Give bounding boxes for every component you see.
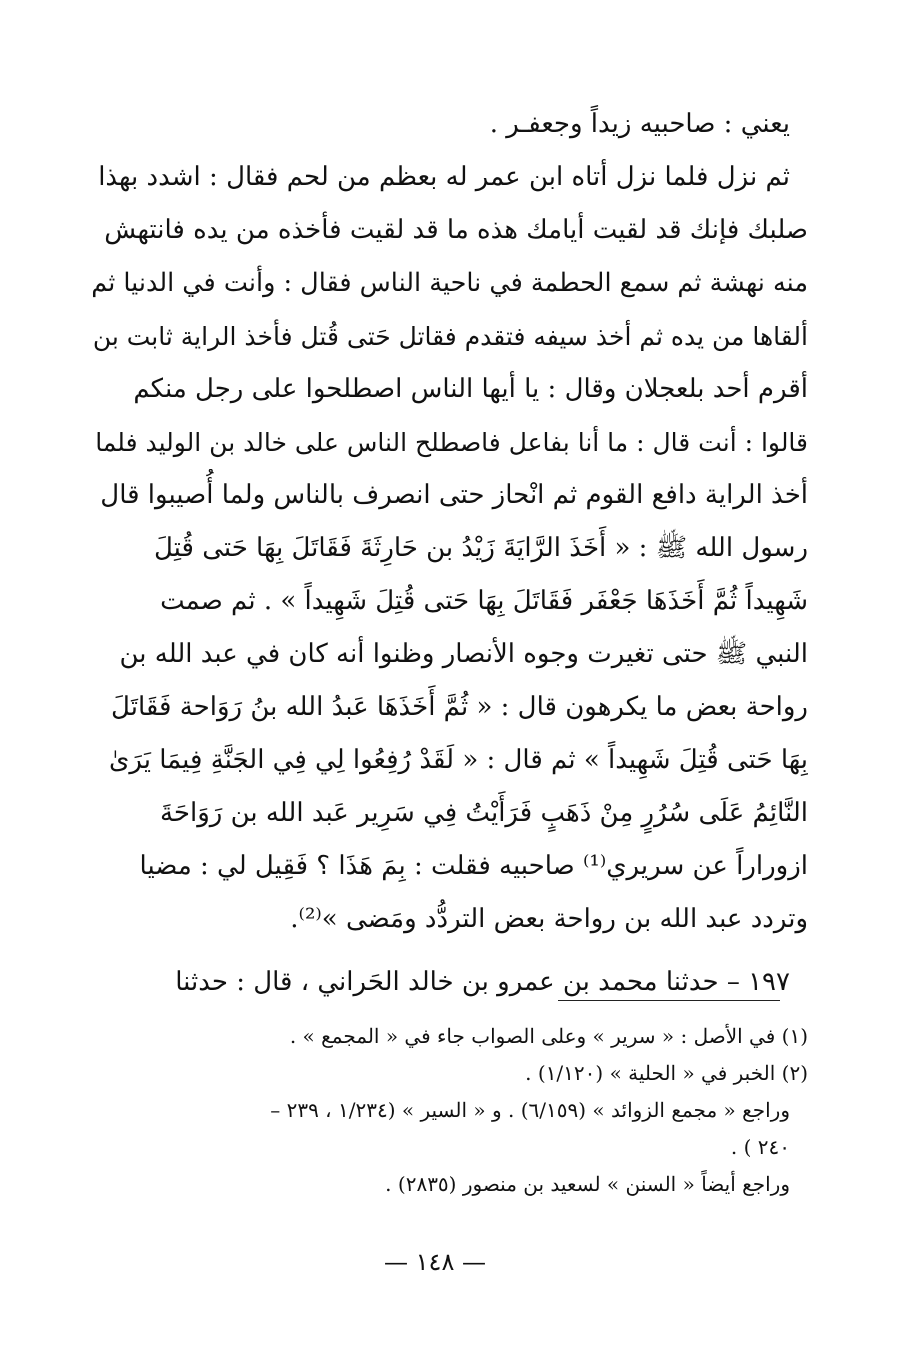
text-line: يعني : صاحبيه زيداً وجعفـر . [489,109,790,139]
text-line: صلبك فإنك قد لقيت أيامك هذه ما قد لقيت فأخذه من يده فانتهش [104,215,808,245]
footnote-divider [558,1000,780,1001]
text-line: ازوراراً عن سريري⁽¹⁾ صاحبيه فقلت : بِمَ هَذَا ؟ فَقِيل لي : مضيا [139,851,808,881]
text-line: أخذ الراية دافع القوم ثم انْحاز حتى انصرف بالناس ولما أُصيبوا قال [100,480,808,510]
footnotes [90,1018,808,1203]
footnote-2-ref-a: وراجع « مجمع الزوائد » (٦/١٥٩) . و « السير » (١/٢٣٤ ، ٢٣٩ – [270,1098,790,1122]
body-text [90,98,808,1009]
text-line: منه نهشة ثم سمع الحطمة في ناحية الناس فقال : وأنت في الدنيا ثم [91,268,808,298]
text-line: قالوا : أنت قال : ما أنا بفاعل فاصطلح الناس على خالد بن الوليد فلما [95,428,808,457]
footnote-1: (١) في الأصل : « سرير » وعلى الصواب جاء في « المجمع » . [289,1024,808,1048]
footnote-2-ref-b: وراجع أيضاً « السنن » لسعيد بن منصور (٢٨٣٥) . [385,1172,790,1196]
page-number: — ١٤٨ — [384,1248,486,1276]
text-line: شَهِيداً ثُمَّ أَخَذَهَا جَعْفَر فَقَاتَلَ بِهَا حَتى قُتِلَ شَهِيداً » . ثم صمت [160,586,808,616]
text-line: وتردد عبد الله بن رواحة بعض التردُّد ومَضى »⁽²⁾. [290,904,808,934]
text-line: بِهَا حَتى قُتِلَ شَهِيداً » ثم قال : « لَقَدْ رُفِعُوا لِي فِي الجَنَّةِ فِيمَا يَرَىٰ [109,745,808,775]
text-line: ثم نزل فلما نزل أتاه ابن عمر له بعظم من لحم فقال : اشدد بهذا [98,162,790,192]
footnote-2: (٢) الخبر في « الحلية » (١/١٢٠) . [525,1061,808,1085]
text-line: رواحة بعض ما يكرهون قال : « ثُمَّ أَخَذَهَا عَبدُ الله بنُ رَوَاحة فَقَاتَلَ [111,692,808,722]
text-line: رسول الله ﷺ : « أَخَذَ الرَّايَةَ زَيْدُ بن حَارِثَةَ فَقَاتَلَ بِهَا حَتى قُتِلَ [153,533,808,563]
text-line: أقرم أحد بلعجلان وقال : يا أيها الناس اصطلحوا على رجل منكم [133,374,808,404]
hadith-197-line: ١٩٧ – حدثنا محمد بن عمرو بن خالد الحَراني ، قال : حدثنا [175,967,790,997]
footnote-2-ref-a-cont: ٢٤٠ ) . [730,1135,790,1159]
text-line: النبي ﷺ حتى تغيرت وجوه الأنصار وظنوا أنه كان في عبد الله بن [119,639,808,669]
text-line: ألقاها من يده ثم أخذ سيفه فتقدم فقاتل حَتى قُتل فأخذ الراية ثابت بن [92,322,808,351]
text-line: النَّائِمُ عَلَى سُرُرٍ مِنْ ذَهَبٍ فَرَأَيْتُ فِي سَرِير عَبد الله بن رَوَاحَةَ [159,798,808,828]
